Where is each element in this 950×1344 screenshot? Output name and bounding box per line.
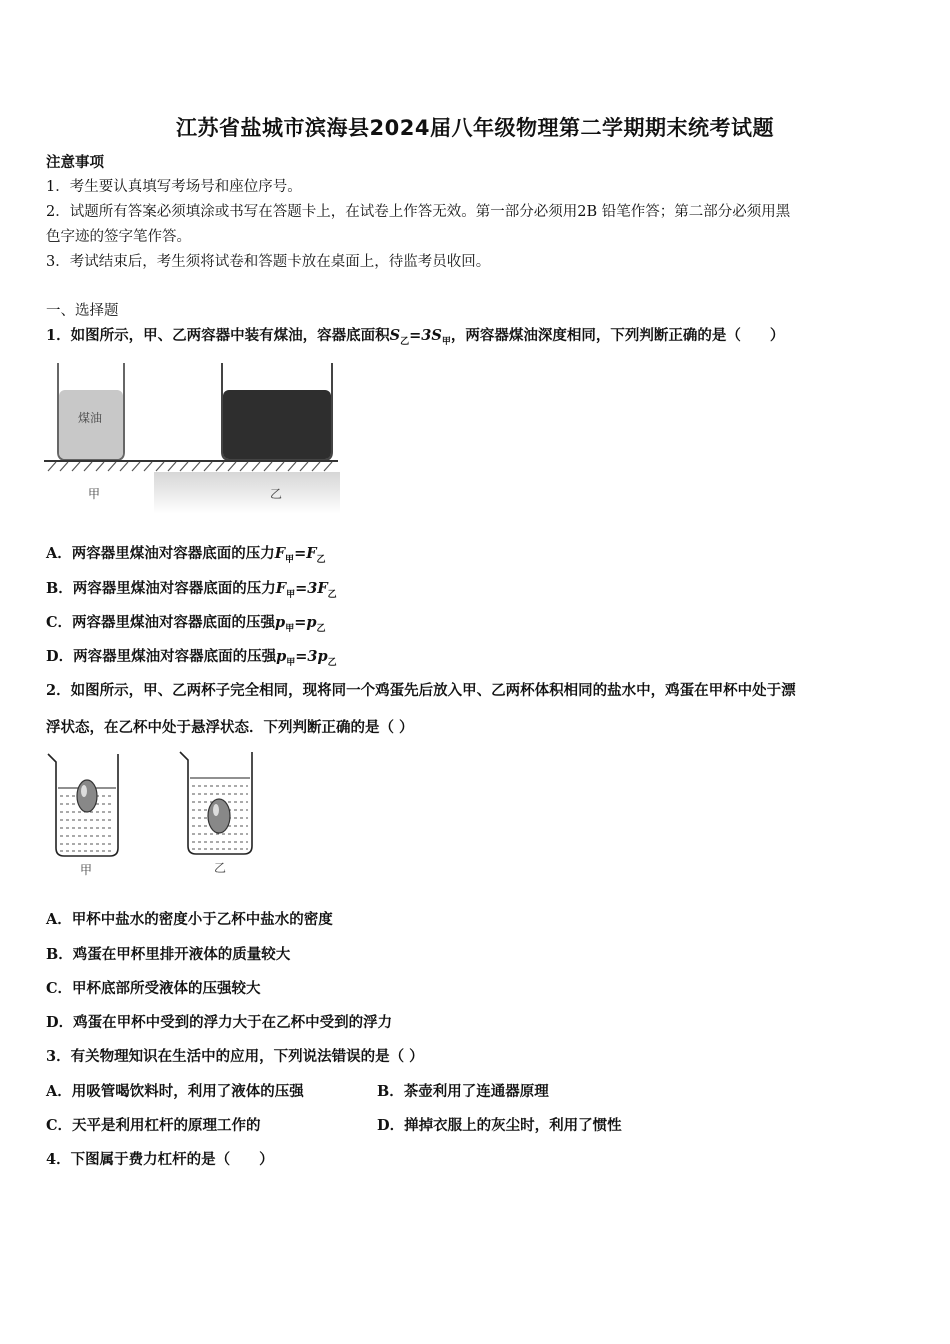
section-heading: 一、选择题 bbox=[46, 303, 119, 319]
notice-item: 1．考生要认真填写考场号和座位序号。 bbox=[46, 179, 302, 195]
q1-option-c: C．两容器里煤油对容器底面的压强$p_甲=p_乙$ bbox=[46, 614, 326, 634]
q2-option-c: C．甲杯底部所受液体的压强较大 bbox=[46, 980, 261, 997]
notice-item: 3．考试结束后，考生须将试卷和答题卡放在桌面上，待监考员收回。 bbox=[46, 254, 491, 270]
q2-option-b: B．鸡蛋在甲杯里排开液体的质量较大 bbox=[46, 946, 291, 963]
ground-hatching bbox=[48, 462, 332, 471]
question-1-figure bbox=[44, 360, 340, 515]
beaker-b-label: 乙 bbox=[214, 861, 227, 875]
q1-option-d: D．两容器里煤油对容器底面的压强$p_甲=3p_乙$ bbox=[46, 648, 337, 668]
q3-option-d: D．掸掉衣服上的灰尘时，利用了惯性 bbox=[377, 1117, 622, 1134]
q3-option-b: B．茶壶利用了连通器原理 bbox=[377, 1083, 549, 1100]
notice-heading: 注意事项 bbox=[46, 154, 104, 171]
kerosene-label: 煤油 bbox=[78, 411, 103, 425]
kerosene-b bbox=[223, 390, 331, 459]
beaker-a-label: 甲 bbox=[80, 863, 93, 877]
q3-option-c: C．天平是利用杠杆的原理工作的 bbox=[46, 1117, 261, 1134]
q1-option-a: A．两容器里煤油对容器底面的压力$F_甲=F_乙$ bbox=[46, 545, 326, 565]
container-a-label: 甲 bbox=[88, 487, 101, 501]
question-3-stem: 3．有关物理知识在生活中的应用，下列说法错误的是（ ） bbox=[46, 1048, 424, 1065]
page-title: 江苏省盐城市滨海县2024届八年级物理第二学期期末统考试题 bbox=[176, 116, 774, 140]
notice-item: 2．试题所有答案必须填涂或书写在答题卡上，在试卷上作答无效。第一部分必须用2B 铅笔作答；第二部分必须用黑 bbox=[46, 204, 791, 220]
question-2-stem-line1: 2．如图所示，甲、乙两杯子完全相同，现将同一个鸡蛋先后放入甲、乙两杯体积相同的盐水中，鸡蛋在甲杯中处于漂 bbox=[46, 682, 796, 699]
q3-option-a: A．用吸管喝饮料时，利用了液体的压强 bbox=[46, 1083, 304, 1100]
beaker-a bbox=[48, 754, 118, 877]
egg-b bbox=[208, 799, 230, 833]
question-1-stem: 1．如图所示，甲、乙两容器中装有煤油，容器底面积$S_乙=3S_甲$，两容器煤油深度相同，下列判断正确的是（ ） bbox=[46, 327, 785, 347]
egg-a bbox=[77, 780, 97, 812]
q2-option-a: A．甲杯中盐水的密度小于乙杯中盐水的密度 bbox=[46, 911, 333, 928]
question-4-stem: 4．下图属于费力杠杆的是（ ） bbox=[46, 1151, 274, 1168]
container-b-label: 乙 bbox=[270, 487, 283, 501]
question-2-figure bbox=[44, 748, 274, 880]
notice-item: 色字迹的签字笔作答。 bbox=[46, 229, 191, 245]
question-2-stem-line2: 浮状态，在乙杯中处于悬浮状态．下列判断正确的是（ ） bbox=[46, 719, 414, 736]
q1-option-b: B．两容器里煤油对容器底面的压力$F_甲=3F_乙$ bbox=[46, 580, 337, 600]
beaker-b bbox=[180, 752, 252, 875]
q2-option-d: D．鸡蛋在甲杯中受到的浮力大于在乙杯中受到的浮力 bbox=[46, 1014, 393, 1031]
